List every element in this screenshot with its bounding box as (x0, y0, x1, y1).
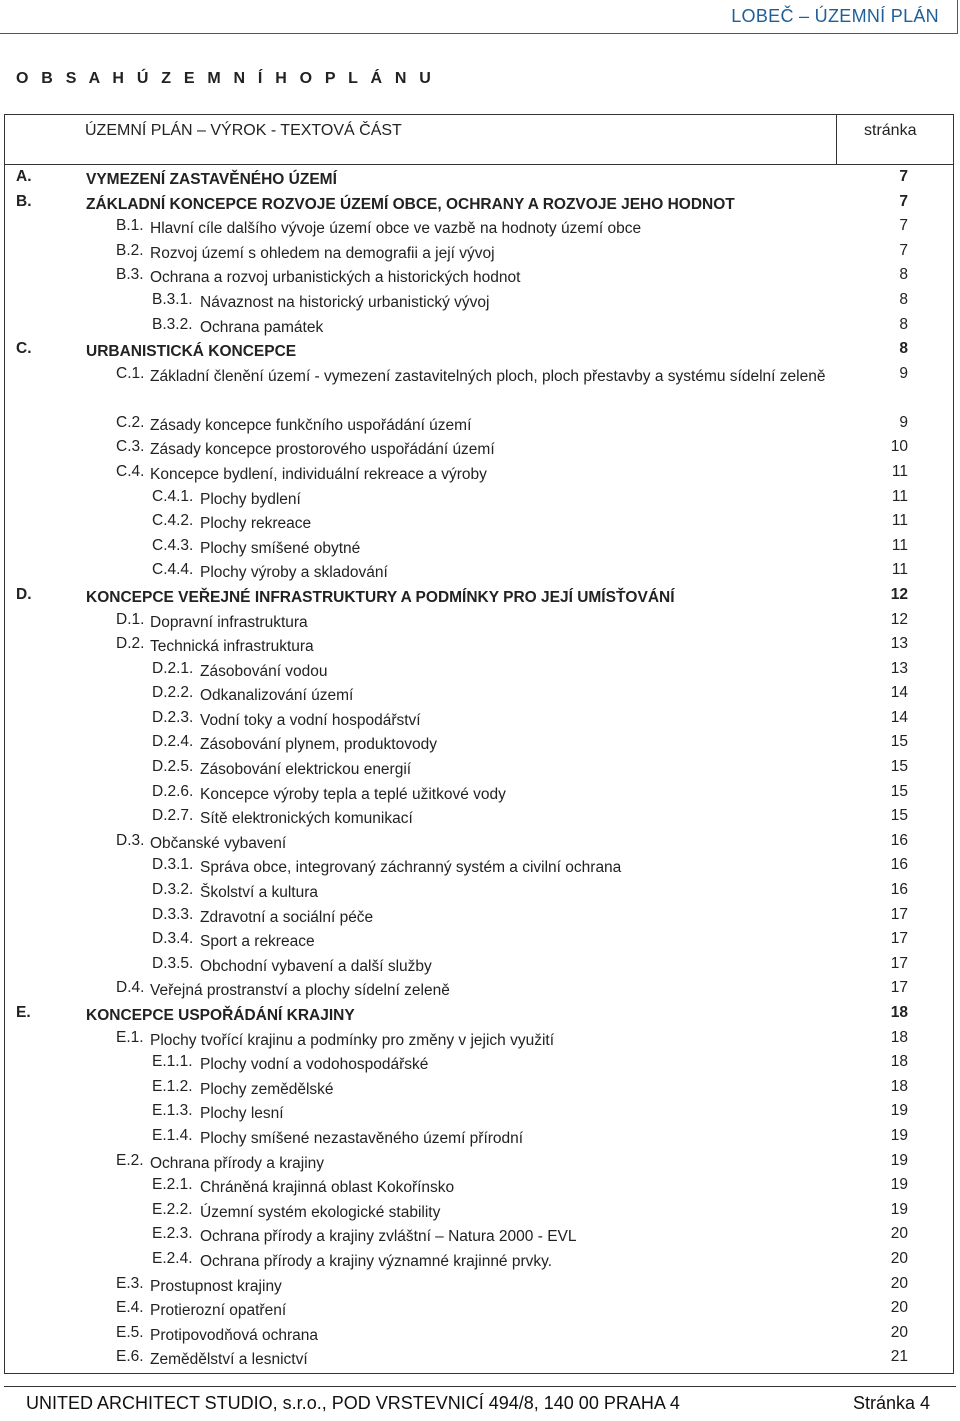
toc-entry[interactable] (0, 879, 960, 904)
toc-entry-page: 8 (899, 266, 908, 284)
toc-entry[interactable] (0, 658, 960, 683)
toc-entry-title: KONCEPCE USPOŘÁDÁNÍ KRAJINY (86, 1007, 355, 1024)
toc-entry[interactable] (0, 461, 960, 486)
toc-entry-title: Plochy rekreace (200, 515, 312, 533)
toc-entry-number: B.3.1. (152, 290, 193, 308)
toc-entry-page: 20 (890, 1249, 908, 1267)
toc-entry[interactable] (0, 363, 960, 412)
toc-entry-page: 17 (890, 905, 908, 923)
toc-entry[interactable] (0, 707, 960, 732)
toc-entry[interactable] (0, 1346, 960, 1371)
toc-entry-title: Rozvoj území s ohledem na demografii a její vývoj (150, 244, 495, 262)
toc-entry-title: Protierozní opatření (150, 1302, 287, 1320)
toc-entry[interactable] (0, 1174, 960, 1199)
toc-entry[interactable] (0, 535, 960, 560)
toc-entry-title: Správa obce, integrovaný záchranný systém a civilní ochrana (200, 859, 622, 877)
toc-entry-page: 19 (890, 1176, 908, 1194)
toc-entry-page: 19 (890, 1102, 908, 1120)
toc-entry-title: Koncepce bydlení, individuální rekreace a výroby (150, 465, 487, 483)
toc-entry-number: D.2.6. (152, 782, 194, 800)
toc-entry-title: Plochy smíšené nezastavěného území přírodní (200, 1129, 524, 1147)
toc-entry[interactable] (0, 412, 960, 437)
toc-entry-number: C.4.3. (152, 536, 194, 554)
toc-entry-title: Zemědělství a lesnictví (150, 1351, 308, 1369)
toc-entry-number: E.1. (116, 1028, 144, 1046)
toc-entry-number: E.3. (116, 1274, 144, 1292)
toc-entry-title: Odkanalizování území (200, 687, 354, 705)
toc-entry-page: 15 (890, 758, 908, 776)
toc-entry-page: 17 (890, 930, 908, 948)
toc-entry-page: 16 (890, 831, 908, 849)
toc-entry-title: Zásady koncepce prostorového uspořádání území (150, 441, 495, 459)
toc-entry-title: Plochy smíšené obytné (200, 539, 361, 557)
toc-entry-page: 12 (890, 585, 908, 603)
toc-entry-title: Zásobování plynem, produktovody (200, 736, 437, 754)
toc-entry-title: Obchodní vybavení a další služby (200, 957, 432, 975)
header-separator (4, 164, 954, 165)
toc-entry-title: Ochrana přírody a krajiny významné krajinné prvky. (200, 1252, 553, 1270)
toc-entry-title: Základní členění území - vymezení zastavitelných ploch, ploch přestavby a systému sídelní zeleně (150, 367, 826, 385)
toc-entry-number: E.1.1. (152, 1053, 193, 1071)
toc-entry-title: Plochy zemědělské (200, 1080, 334, 1098)
toc-entry-number: D.2.3. (152, 708, 194, 726)
toc-entry-number: D.4. (116, 979, 145, 997)
toc-entry-number: C.3. (116, 438, 145, 456)
toc-entry-page: 11 (891, 536, 908, 554)
toc-entry-title: Ochrana přírody a krajiny (150, 1154, 325, 1172)
toc-entry[interactable] (0, 510, 960, 535)
toc-entry-number: C. (16, 340, 32, 358)
toc-entry-title: Územní systém ekologické stability (200, 1203, 441, 1221)
toc-entry-title: URBANISTICKÁ KONCEPCE (86, 343, 297, 361)
toc-entry[interactable] (0, 191, 960, 216)
toc-entry-number: E.6. (116, 1348, 144, 1366)
toc-entry-page: 20 (890, 1225, 908, 1243)
toc-entry[interactable] (0, 1297, 960, 1322)
toc-entry-page: 18 (890, 1004, 908, 1021)
toc-entry-title: Zdravotní a sociální péče (200, 908, 374, 926)
toc-entry-number: D.2. (116, 635, 145, 653)
toc-entry-page: 17 (890, 954, 908, 972)
toc-entry-title: Plochy výroby a skladování (200, 564, 388, 582)
toc-entry-page: 7 (899, 192, 908, 210)
toc-entry-page: 20 (890, 1323, 908, 1341)
toc-entry-number: E.4. (116, 1299, 144, 1317)
toc-entry-number: A. (16, 168, 32, 185)
toc-entry-number: D.3.3. (152, 905, 194, 923)
toc-entry[interactable] (0, 1100, 960, 1125)
toc-entry-title: Ochrana a rozvoj urbanistických a historických hodnot (150, 269, 521, 287)
toc-entry-title: Vodní toky a vodní hospodářství (200, 711, 421, 729)
toc-entry-title: Návaznost na historický urbanistický vývoj (200, 293, 490, 311)
toc-entry-page: 9 (899, 413, 908, 431)
footer-company: UNITED ARCHITECT STUDIO, s.r.o., POD VRSTEVNICÍ 494/8, 140 00 PRAHA 4 (26, 1393, 680, 1413)
toc-entry[interactable] (0, 1002, 960, 1027)
toc-entry-page: 20 (890, 1299, 908, 1317)
toc-entry[interactable] (0, 166, 960, 191)
toc-entry-page: 13 (890, 635, 908, 653)
toc-entry-title: Sítě elektronických komunikací (200, 810, 413, 828)
toc-entry[interactable] (0, 977, 960, 1002)
toc-entry[interactable] (0, 904, 960, 929)
toc-entry-page: 15 (890, 782, 908, 800)
toc-entry-title: Dopravní infrastruktura (150, 613, 308, 631)
toc-entry-number: B.2. (116, 241, 144, 259)
toc-entry-number: C.4.1. (152, 487, 194, 505)
toc-entry-number: E.2.3. (152, 1225, 193, 1243)
toc-entry-page: 9 (899, 364, 908, 382)
page-footer (4, 1386, 956, 1421)
toc-entry-page: 15 (890, 733, 908, 751)
toc-entry-title: Zásobování vodou (200, 662, 328, 680)
column-divider (836, 114, 837, 164)
toc-entry-number: C.4. (116, 462, 145, 480)
toc-entry-page: 18 (890, 1028, 908, 1046)
toc-entry[interactable] (0, 289, 960, 314)
toc-entry-page: 7 (899, 168, 908, 185)
toc-entry-title: Ochrana památek (200, 318, 324, 336)
toc-entry-title: Prostupnost krajiny (150, 1277, 282, 1295)
toc-entry-page: 18 (890, 1077, 908, 1095)
toc-entry[interactable] (0, 633, 960, 658)
toc-entry-number: E. (16, 1004, 31, 1021)
toc-entry-title: Koncepce výroby tepla a teplé užitkové vody (200, 785, 506, 803)
toc-entry[interactable] (0, 215, 960, 240)
toc-entry-number: D. (16, 585, 32, 603)
toc-entry-number: C.4.4. (152, 561, 194, 579)
toc-entry[interactable] (0, 805, 960, 830)
toc-entry-number: D.3.2. (152, 881, 194, 899)
toc-entry[interactable] (0, 1322, 960, 1347)
toc-entry[interactable] (0, 609, 960, 634)
toc-entry-page: 8 (899, 315, 908, 333)
toc-entry-number: B. (16, 192, 32, 210)
toc-entry-title: Hlavní cíle dalšího vývoje území obce ve vazbě na hodnoty území obce (150, 220, 642, 238)
toc-entry-number: E.1.3. (152, 1102, 193, 1120)
page-header (0, 0, 958, 34)
toc-entry-page: 8 (899, 290, 908, 308)
toc-subtitle: ÚZEMNÍ PLÁN – VÝROK - TEXTOVÁ ČÁST (85, 122, 402, 139)
toc-entry[interactable] (0, 830, 960, 855)
toc-entry-number: D.2.2. (152, 684, 194, 702)
toc-entry-number: D.1. (116, 610, 145, 628)
toc-entry-number: C.4.2. (152, 512, 194, 530)
toc-entry-number: E.2. (116, 1151, 144, 1169)
toc-entry-title: Plochy lesní (200, 1105, 284, 1123)
toc-entry[interactable] (0, 264, 960, 289)
toc-entry-page: 7 (899, 217, 908, 235)
footer-page-number: Stránka 4 (852, 1393, 930, 1413)
toc-entry-page: 13 (890, 659, 908, 677)
toc-entry-number: E.2.1. (152, 1176, 193, 1194)
section-heading: O B S A H Ú Z E M N Í H O P L Á N U (16, 70, 436, 87)
toc-entry-page: 19 (890, 1126, 908, 1144)
toc-entry[interactable] (0, 756, 960, 781)
toc-entry-title: Ochrana přírody a krajiny zvláštní – Natura 2000 - EVL (200, 1228, 577, 1246)
toc-entry-page: 16 (890, 856, 908, 874)
toc-entry-title: Plochy vodní a vodohospodářské (200, 1056, 429, 1074)
toc-entry-page: 21 (890, 1348, 908, 1366)
toc-entry-title: ZÁKLADNÍ KONCEPCE ROZVOJE ÚZEMÍ OBCE, OCHRANY A ROZVOJE JEHO HODNOT (86, 195, 735, 213)
toc-entry[interactable] (0, 1125, 960, 1150)
toc-entry[interactable] (0, 953, 960, 978)
toc-entry[interactable] (0, 682, 960, 707)
toc-entry-number: D.3. (116, 831, 145, 849)
toc-entry-title: VYMEZENÍ ZASTAVĚNÉHO ÚZEMÍ (86, 171, 337, 188)
toc-entry-page: 12 (890, 610, 908, 628)
toc-entry-page: 8 (899, 340, 908, 358)
toc-entry[interactable] (0, 1051, 960, 1076)
document-title: LOBEČ – ÚZEMNÍ PLÁN (731, 6, 939, 26)
toc-entry-page: 11 (891, 487, 908, 505)
toc-entry-title: Veřejná prostranství a plochy sídelní zeleně (150, 982, 450, 1000)
toc-entry-number: D.3.5. (152, 954, 194, 972)
page-column-label: stránka (864, 122, 917, 139)
toc-entry-number: E.1.2. (152, 1077, 193, 1095)
toc-entry-title: Občanské vybavení (150, 834, 287, 852)
toc-entry[interactable] (0, 1223, 960, 1248)
toc-entry-page: 19 (890, 1151, 908, 1169)
toc-entry-page: 14 (890, 708, 908, 726)
toc-entry-number: C.2. (116, 413, 145, 431)
toc-entry-page: 11 (891, 512, 908, 530)
toc-entry-number: D.3.1. (152, 856, 194, 874)
toc-entry-title: Protipovodňová ochrana (150, 1326, 319, 1344)
toc-entry-page: 15 (890, 807, 908, 825)
toc-entry-page: 11 (891, 561, 908, 579)
toc-entry[interactable] (0, 928, 960, 953)
toc-entry-title: Zásobování elektrickou energií (200, 761, 412, 779)
toc-entry-title: Chráněná krajinná oblast Kokořínsko (200, 1179, 455, 1197)
toc-entry[interactable] (0, 1150, 960, 1175)
toc-entry[interactable] (0, 436, 960, 461)
toc-entry[interactable] (0, 1027, 960, 1052)
toc-entry-page: 14 (890, 684, 908, 702)
toc-entry-number: D.2.5. (152, 758, 194, 776)
toc-entry-title: Sport a rekreace (200, 933, 315, 951)
toc-entry-page: 11 (891, 462, 908, 480)
toc-list (0, 166, 960, 1371)
toc-entry[interactable] (0, 1273, 960, 1298)
toc-entry-number: D.3.4. (152, 930, 194, 948)
toc-entry-page: 20 (890, 1274, 908, 1292)
toc-entry[interactable] (0, 338, 960, 363)
toc-entry[interactable] (0, 731, 960, 756)
toc-entry[interactable] (0, 584, 960, 609)
toc-entry-title: Školství a kultura (200, 884, 319, 902)
toc-entry-number: E.2.2. (152, 1200, 193, 1218)
toc-entry-number: E.1.4. (152, 1126, 193, 1144)
toc-entry[interactable] (0, 486, 960, 511)
toc-entry[interactable] (0, 781, 960, 806)
toc-entry-number: D.2.1. (152, 659, 194, 677)
toc-entry[interactable] (0, 1199, 960, 1224)
toc-entry-page: 17 (890, 979, 908, 997)
toc-entry-number: B.3. (116, 266, 144, 284)
toc-entry[interactable] (0, 314, 960, 339)
toc-entry[interactable] (0, 1248, 960, 1273)
toc-entry-title: Zásady koncepce funkčního uspořádání území (150, 416, 472, 434)
toc-entry-title: KONCEPCE VEŘEJNÉ INFRASTRUKTURY A PODMÍNKY PRO JEJÍ UMÍSŤOVÁNÍ (86, 588, 675, 606)
toc-entry-page: 19 (890, 1200, 908, 1218)
toc-entry[interactable] (0, 1076, 960, 1101)
toc-entry-title: Technická infrastruktura (150, 638, 314, 656)
toc-entry-number: D.2.7. (152, 807, 194, 825)
toc-entry[interactable] (0, 854, 960, 879)
toc-entry-number: C.1. (116, 364, 145, 382)
toc-entry-number: E.5. (116, 1323, 144, 1341)
toc-entry-page: 10 (890, 438, 908, 456)
toc-entry-number: D.2.4. (152, 733, 194, 751)
toc-entry[interactable] (0, 559, 960, 584)
toc-entry-page: 16 (890, 881, 908, 899)
toc-entry-number: B.1. (116, 217, 144, 235)
toc-entry-number: B.3.2. (152, 315, 193, 333)
toc-entry[interactable] (0, 240, 960, 265)
toc-entry-number: E.2.4. (152, 1249, 193, 1267)
toc-entry-title: Plochy tvořící krajinu a podmínky pro změny v jejich využití (150, 1031, 555, 1049)
toc-entry-page: 18 (890, 1053, 908, 1071)
toc-entry-title: Plochy bydlení (200, 490, 301, 508)
toc-entry-page: 7 (899, 241, 908, 259)
